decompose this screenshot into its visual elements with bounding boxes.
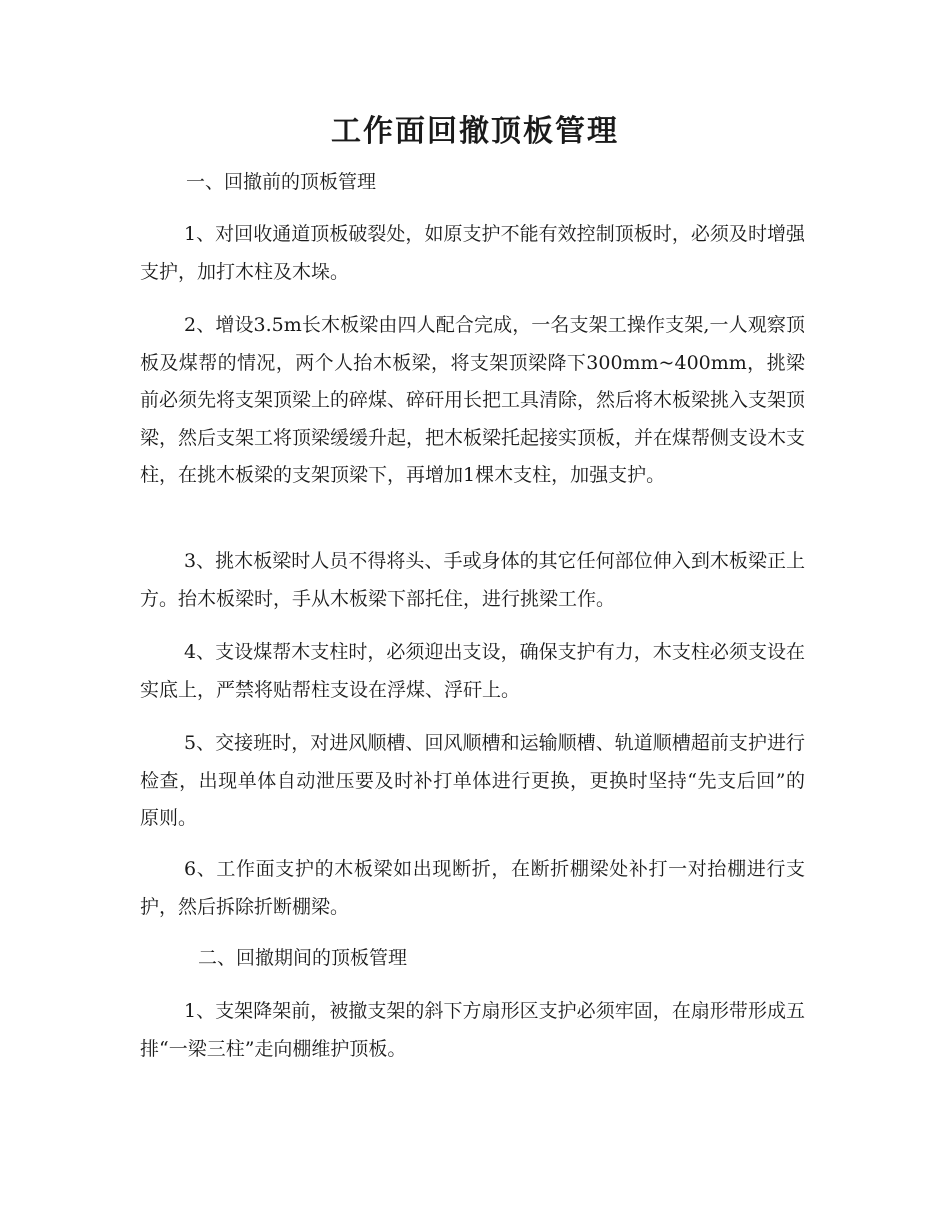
paragraph-3: 3、挑木板梁时人员不得将头、手或身体的其它任何部位伸入到木板梁正上方。抬木板梁时，手从木板梁下部托住，进行挑梁工作。: [140, 550, 805, 610]
section-heading-1: 一、回撤前的顶板管理: [186, 171, 377, 193]
paragraph-6: 6、工作面支护的木板梁如出现断折，在断折棚梁处补打一对抬棚进行支护，然后拆除折断棚梁。: [140, 858, 805, 918]
section-heading-2: 二、回撤期间的顶板管理: [198, 947, 408, 969]
paragraph-5: 5、交接班时，对进风顺槽、回风顺槽和运输顺槽、轨道顺槽超前支护进行检查，出现单体自动泄压要及时补打单体进行更换，更换时坚持“先支后回”的原则。: [140, 732, 805, 829]
paragraph-7: 1、支架降架前，被撤支架的斜下方扇形区支护必须牢固，在扇形带形成五排“一梁三柱”走向棚维护顶板。: [140, 1000, 805, 1060]
paragraph-1: 1、对回收通道顶板破裂处，如原支护不能有效控制顶板时，必须及时增强支护，加打木柱及木垛。: [140, 223, 805, 283]
paragraph-4: 4、支设煤帮木支柱时，必须迎出支设，确保支护有力，木支柱必须支设在实底上，严禁将贴帮柱支设在浮煤、浮矸上。: [140, 641, 805, 701]
document-title: 工作面回撤顶板管理: [331, 114, 619, 149]
paragraph-2: 2、增设3.5m长木板梁由四人配合完成，一名支架工操作支架,一人观察顶板及煤帮的情况，两个人抬木板梁，将支架顶梁降下300mm~400mm，挑梁前必须先将支架顶梁上的碎煤、碎矸用长把工具清除，然后将木板梁挑入支架顶梁，然后支架工将顶梁缓缓升起，把木板梁托起接实顶板，并在煤帮侧支设木支柱，在挑木板梁的支架顶梁下，再增加1棵木支柱，加强支护。: [140, 314, 806, 486]
